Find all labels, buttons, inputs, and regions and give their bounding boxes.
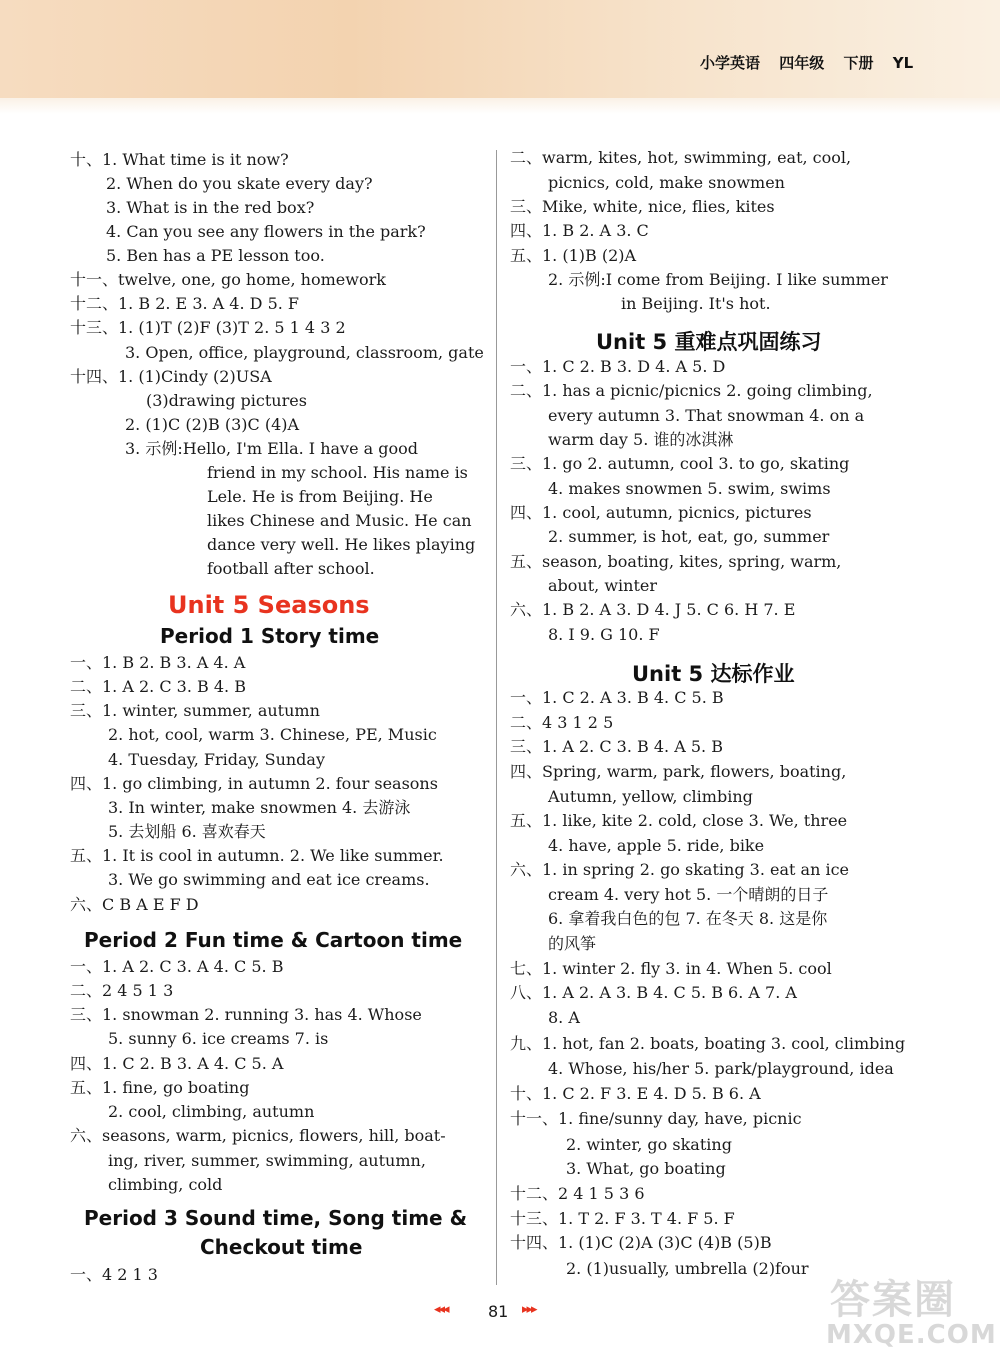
answer-line: 一、1. A 2. C 3. A 4. C 5. B xyxy=(70,957,284,976)
answer-line: 十三、1. (1)T (2)F (3)T 2. 5 1 4 3 2 xyxy=(70,318,346,337)
answer-line: 六、1. B 2. A 3. D 4. J 5. C 6. H 7. E xyxy=(510,600,796,619)
watermark-logo-text: 答案圈 xyxy=(830,1277,956,1323)
header-band-fade xyxy=(0,98,1000,114)
answer-line: 三、1. winter, summer, autumn xyxy=(70,701,320,720)
answer-line: 十三、1. T 2. F 3. T 4. F 5. F xyxy=(510,1209,735,1228)
answer-line: 四、1. C 2. B 3. A 4. C 5. A xyxy=(70,1054,284,1073)
answer-line: 8. A xyxy=(548,1008,580,1027)
answer-line: 5. 去划船 6. 喜欢春天 xyxy=(108,822,266,841)
answer-line: in Beijing. It's hot. xyxy=(621,294,771,313)
answer-line: ing, river, summer, swimming, autumn, xyxy=(108,1151,426,1170)
answer-line: 十四、1. (1)Cindy (2)USA xyxy=(70,367,272,386)
answer-line: 十一、twelve, one, go home, homework xyxy=(70,270,386,289)
answer-line: 4. have, apple 5. ride, bike xyxy=(548,836,765,855)
answer-line: football after school. xyxy=(207,559,375,578)
answer-line: dance very well. He likes playing xyxy=(207,535,476,554)
answer-line: 4. Whose, his/her 5. park/playground, idea xyxy=(548,1059,894,1078)
column-divider xyxy=(496,150,497,1285)
period-title: Period 1 Story time xyxy=(160,624,380,648)
answer-line: 2. summer, is hot, eat, go, summer xyxy=(548,527,830,546)
answer-line: picnics, cold, make snowmen xyxy=(548,173,785,192)
answer-line: about, winter xyxy=(548,576,657,595)
answer-line: 6. 拿着我白色的包 7. 在冬天 8. 这是你 xyxy=(548,909,828,928)
answer-line: 二、1. has a picnic/picnics 2. going climbing, xyxy=(510,381,873,400)
period-title: Checkout time xyxy=(200,1235,363,1259)
answer-line: 2. cool, climbing, autumn xyxy=(108,1102,315,1121)
section-title: Unit 5 重难点巩固练习 xyxy=(596,330,822,354)
answer-line: 五、1. (1)B (2)A xyxy=(510,246,637,265)
answer-line: 五、1. It is cool in autumn. 2. We like summer. xyxy=(70,846,444,865)
header-subject: 小学英语 xyxy=(700,54,761,72)
answer-line: 十二、1. B 2. E 3. A 4. D 5. F xyxy=(70,294,300,313)
answer-line: 六、1. in spring 2. go skating 3. eat an ice xyxy=(510,860,850,879)
answer-line: 2. (1)usually, umbrella (2)four xyxy=(566,1259,809,1278)
answer-line: 3. In winter, make snowmen 4. 去游泳 xyxy=(108,798,411,817)
watermark-url: MXQE.COM xyxy=(826,1320,997,1350)
answer-line: 一、1. B 2. B 3. A 4. A xyxy=(70,653,246,672)
answer-line: 四、Spring, warm, park, flowers, boating, xyxy=(510,762,847,781)
answer-line: 四、1. B 2. A 3. C xyxy=(510,221,649,240)
answer-line: 五、1. fine, go boating xyxy=(70,1078,250,1097)
answer-line: 七、1. winter 2. fly 3. in 4. When 5. cool xyxy=(510,959,832,978)
answer-line: 4. Can you see any flowers in the park? xyxy=(106,222,426,241)
answer-line: 六、seasons, warm, picnics, flowers, hill, boat- xyxy=(70,1126,446,1145)
answer-line: cream 4. very hot 5. 一个晴朗的日子 xyxy=(548,885,829,904)
answer-line: 3. We go swimming and eat ice creams. xyxy=(108,870,430,889)
header-edition: YL xyxy=(892,54,914,72)
watermark xyxy=(820,1268,997,1354)
answer-line: 十二、2 4 1 5 3 6 xyxy=(510,1184,645,1203)
answer-line: 十四、1. (1)C (2)A (3)C (4)B (5)B xyxy=(510,1233,772,1252)
answer-line: 5. sunny 6. ice creams 7. is xyxy=(108,1029,329,1048)
answer-line: 3. Open, office, playground, classroom, gate xyxy=(125,343,484,362)
answer-line: 2. hot, cool, warm 3. Chinese, PE, Music xyxy=(108,725,437,744)
section-title: Unit 5 达标作业 xyxy=(632,662,795,686)
answer-line: 2. (1)C (2)B (3)C (4)A xyxy=(125,415,300,434)
page-header xyxy=(700,52,927,73)
header-band xyxy=(0,0,1000,98)
answer-line: 二、4 3 1 2 5 xyxy=(510,713,614,732)
answer-line: 五、1. like, kite 2. cold, close 3. We, three xyxy=(510,811,848,830)
answer-line: 3. What is in the red box? xyxy=(106,198,315,217)
answer-line: 4. makes snowmen 5. swim, swims xyxy=(548,479,831,498)
answer-line: 二、1. A 2. C 3. B 4. B xyxy=(70,677,246,696)
page-footer xyxy=(430,1300,570,1326)
answer-line: Lele. He is from Beijing. He xyxy=(207,487,433,506)
answer-line: 5. Ben has a PE lesson too. xyxy=(106,246,325,265)
answer-line: 8. I 9. G 10. F xyxy=(548,625,660,644)
answer-line: 一、4 2 1 3 xyxy=(70,1265,158,1284)
answer-line: 三、Mike, white, nice, flies, kites xyxy=(510,197,775,216)
answer-line: 九、1. hot, fan 2. boats, boating 3. cool, climbing xyxy=(510,1034,906,1053)
unit-title: Unit 5 Seasons xyxy=(168,591,370,619)
answer-line: every autumn 3. That snowman 4. on a xyxy=(548,406,865,425)
header-volume: 下册 xyxy=(843,54,874,72)
answer-line: 三、1. go 2. autumn, cool 3. to go, skating xyxy=(510,454,850,473)
answer-line: 五、season, boating, kites, spring, warm, xyxy=(510,552,842,571)
answer-line: 四、1. go climbing, in autumn 2. four seasons xyxy=(70,774,438,793)
page-number: 81 xyxy=(488,1302,509,1321)
answer-line: 四、1. cool, autumn, picnics, pictures xyxy=(510,503,812,522)
answer-line: 十、1. C 2. F 3. E 4. D 5. B 6. A xyxy=(510,1084,761,1103)
answer-line: 2. When do you skate every day? xyxy=(106,174,373,193)
period-title: Period 2 Fun time & Cartoon time xyxy=(84,928,463,952)
right-arrows-icon: ▸▸▸ xyxy=(522,1302,536,1317)
answer-line: likes Chinese and Music. He can xyxy=(207,511,472,530)
answer-line: 3. What, go boating xyxy=(566,1159,726,1178)
answer-line: Autumn, yellow, climbing xyxy=(548,787,753,806)
header-grade: 四年级 xyxy=(779,54,825,72)
answer-line: 4. Tuesday, Friday, Sunday xyxy=(108,750,325,769)
answer-line: 六、C B A E F D xyxy=(70,895,199,914)
answer-line: 二、2 4 5 1 3 xyxy=(70,981,174,1000)
answer-line: 一、1. C 2. A 3. B 4. C 5. B xyxy=(510,688,724,707)
period-title: Period 3 Sound time, Song time & xyxy=(84,1206,468,1230)
answer-line: 的风筝 xyxy=(548,934,597,953)
answer-line: 十一、1. fine/sunny day, have, picnic xyxy=(510,1109,802,1128)
answer-line: 八、1. A 2. A 3. B 4. C 5. B 6. A 7. A xyxy=(510,983,797,1002)
answer-line: 3. 示例:Hello, I'm Ella. I have a good xyxy=(125,439,419,458)
answer-line: climbing, cold xyxy=(108,1175,223,1194)
answer-line: 2. winter, go skating xyxy=(566,1135,732,1154)
answer-line: 2. 示例:I come from Beijing. I like summer xyxy=(548,270,888,289)
answer-line: friend in my school. His name is xyxy=(207,463,468,482)
answer-line: 十、1. What time is it now? xyxy=(70,150,289,169)
answer-line: 一、1. C 2. B 3. D 4. A 5. D xyxy=(510,357,726,376)
answer-line: (3)drawing pictures xyxy=(146,391,307,410)
answer-line: warm day 5. 谁的冰淇淋 xyxy=(548,430,734,449)
answer-line: 二、warm, kites, hot, swimming, eat, cool, xyxy=(510,148,852,167)
answer-line: 三、1. snowman 2. running 3. has 4. Whose xyxy=(70,1005,422,1024)
left-arrows-icon: ◂◂◂ xyxy=(434,1302,448,1317)
answer-line: 三、1. A 2. C 3. B 4. A 5. B xyxy=(510,737,723,756)
